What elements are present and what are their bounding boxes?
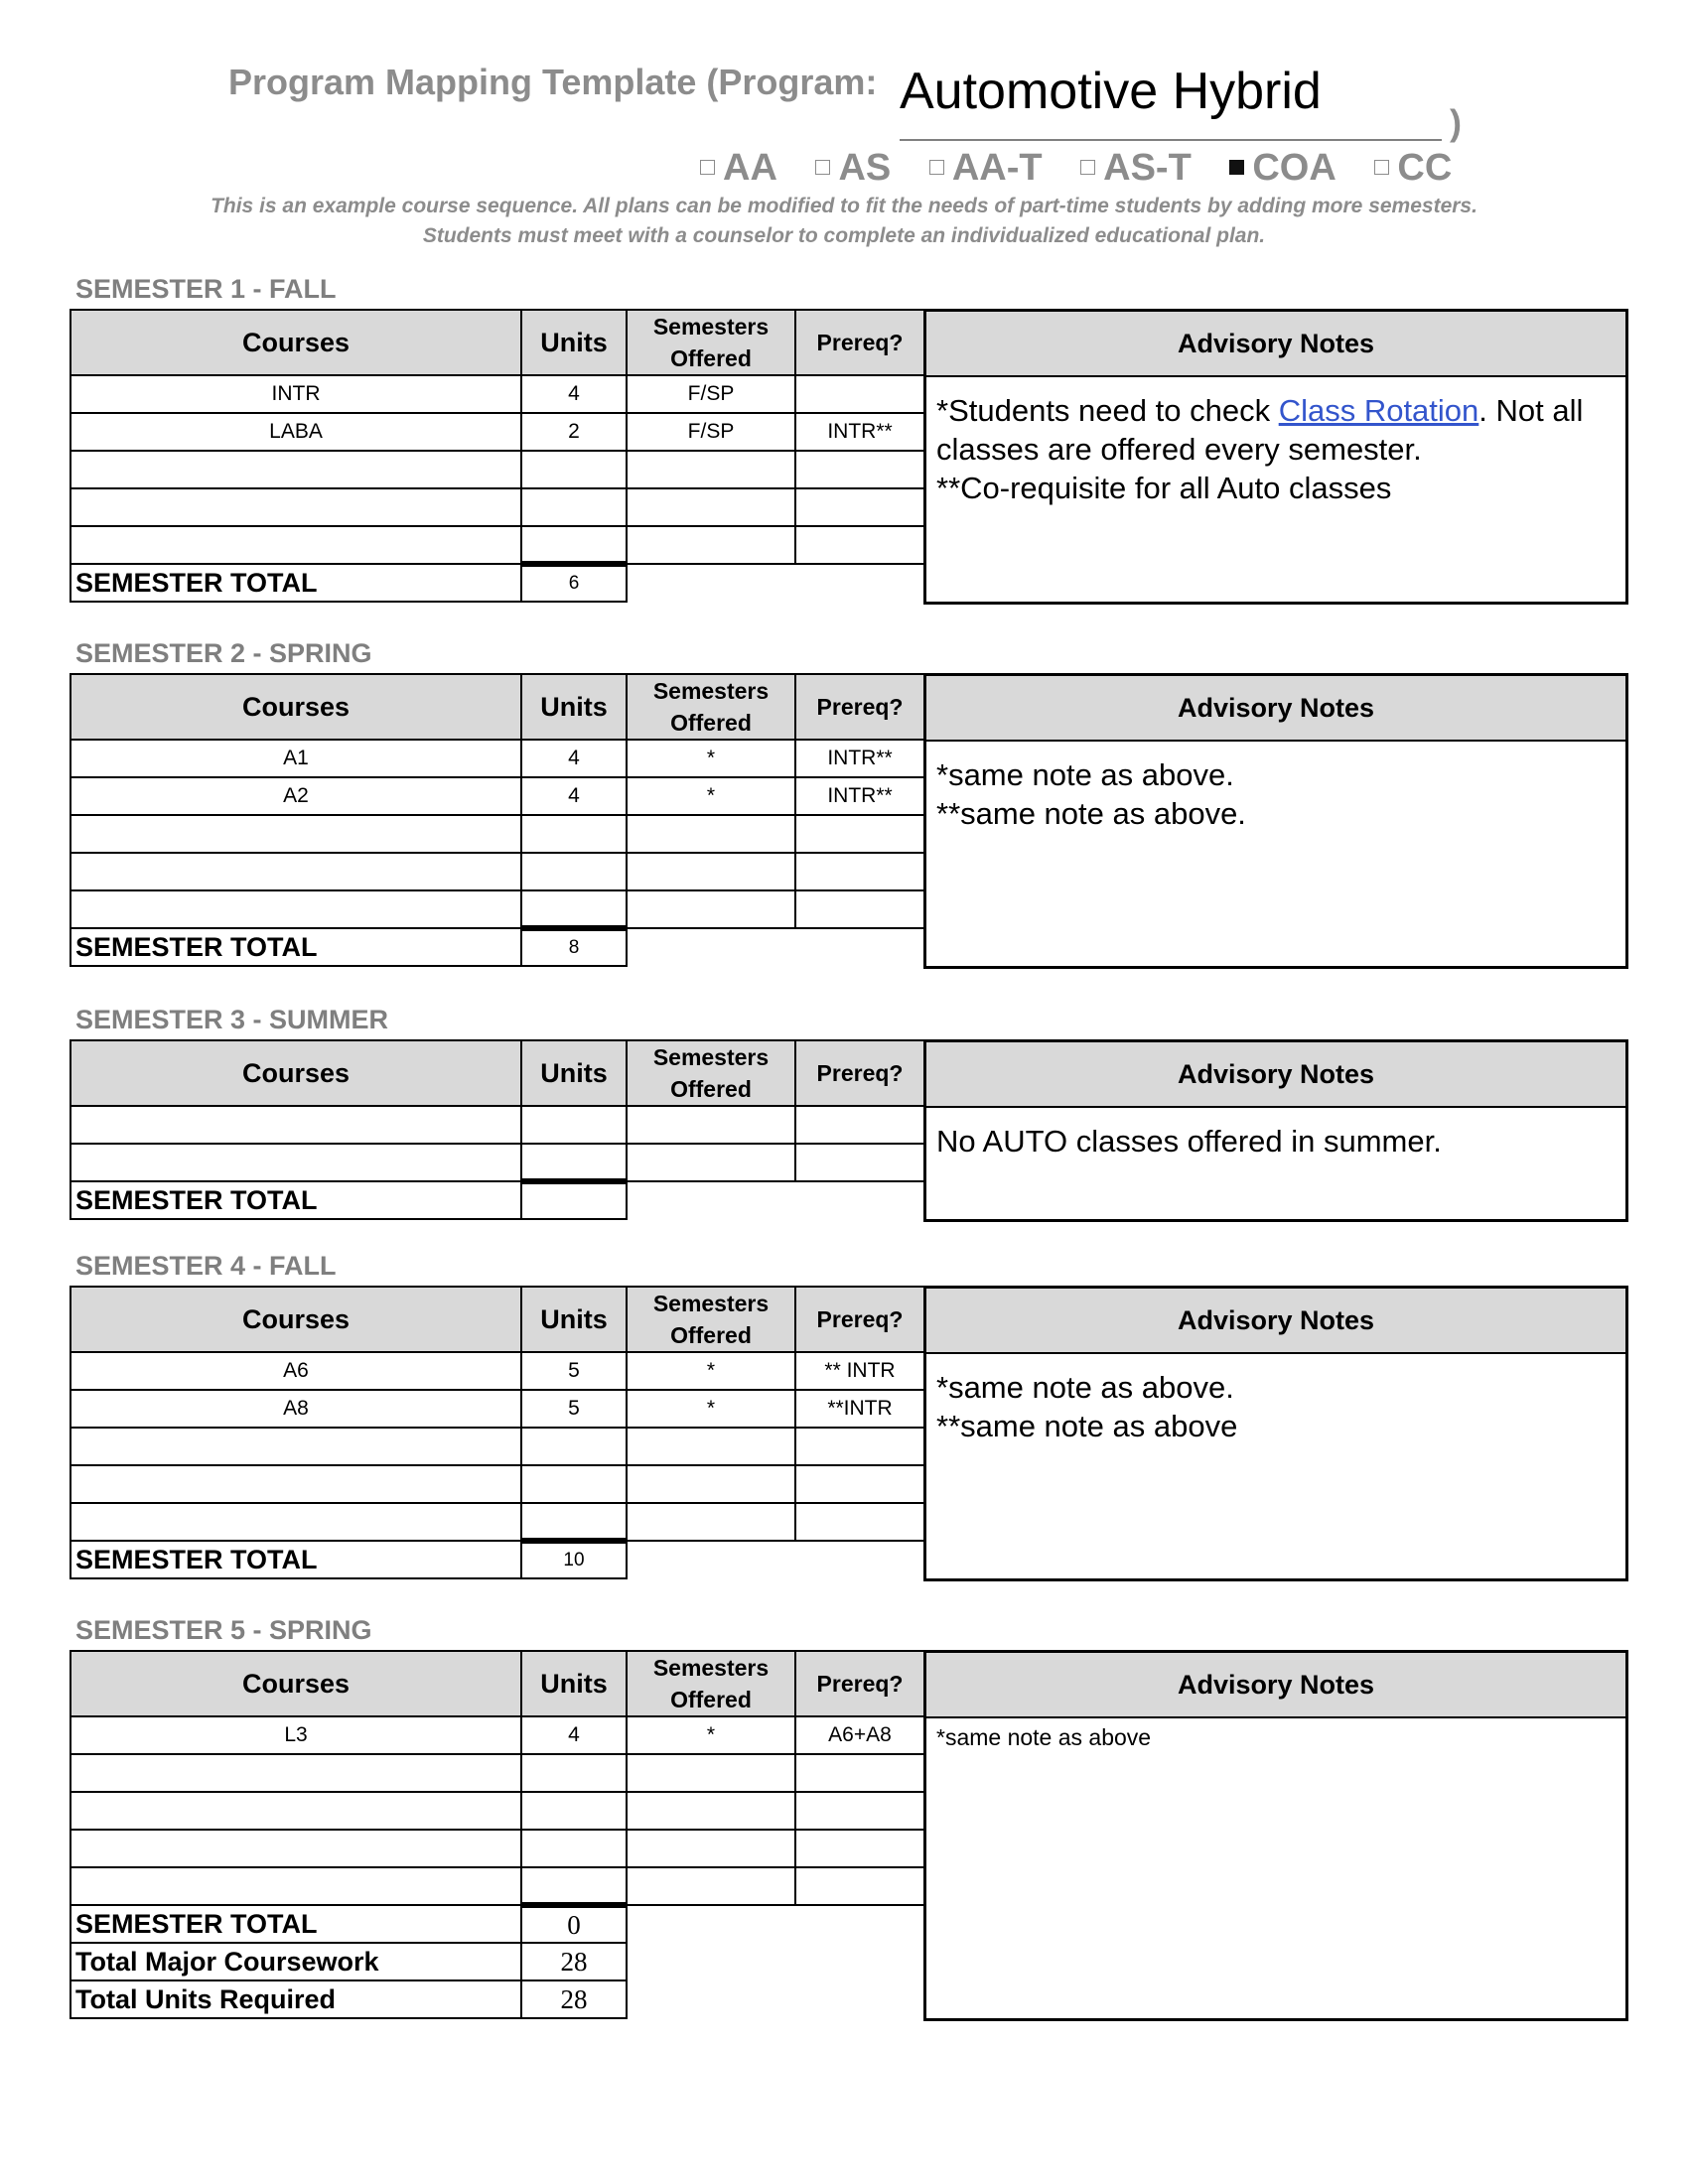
semester-label: SEMESTER 1 - FALL [75, 274, 337, 304]
col-units: Units [521, 1287, 627, 1352]
offered-cell[interactable]: * [627, 1716, 795, 1754]
total-major-value[interactable]: 28 [521, 1943, 627, 1980]
semester-total-row [70, 1905, 924, 1943]
semester-total-value[interactable]: 0 [521, 1905, 627, 1943]
table-row [70, 815, 924, 853]
checkbox-icon[interactable] [1374, 160, 1389, 175]
col-courses: Courses [70, 674, 521, 740]
units-cell[interactable] [521, 890, 627, 928]
degree-aa[interactable]: AA [700, 147, 777, 190]
course-cell[interactable]: LABA [70, 413, 521, 451]
advisory-notes-panel [923, 1650, 1628, 2021]
course-cell[interactable] [70, 1144, 521, 1181]
table-row [70, 451, 924, 488]
advisory-notes-header: Advisory Notes [926, 1653, 1625, 1718]
prereq-cell[interactable] [795, 1867, 924, 1905]
col-prereq: Prereq? [795, 1040, 924, 1106]
col-courses: Courses [70, 310, 521, 375]
offered-cell[interactable] [627, 1503, 795, 1541]
checked-checkbox-icon[interactable] [1229, 160, 1244, 175]
offered-cell[interactable] [627, 1830, 795, 1867]
units-cell[interactable]: 5 [521, 1352, 627, 1390]
table-row [70, 1792, 924, 1830]
prereq-cell[interactable]: **INTR [795, 1390, 924, 1428]
units-cell[interactable] [521, 1754, 627, 1792]
semester-total-value[interactable]: 8 [521, 928, 627, 966]
course-cell[interactable] [70, 451, 521, 488]
course-table [70, 1650, 925, 2019]
degree-cc[interactable]: CC [1374, 147, 1452, 190]
table-row [70, 1465, 924, 1503]
course-table [70, 1039, 925, 1220]
course-cell[interactable]: A8 [70, 1390, 521, 1428]
offered-cell[interactable] [627, 1867, 795, 1905]
course-cell[interactable]: INTR [70, 375, 521, 413]
prereq-cell[interactable]: ** INTR [795, 1352, 924, 1390]
col-units: Units [521, 1651, 627, 1716]
offered-cell[interactable] [627, 488, 795, 526]
advisory-notes-text: *Students need to check Class Rotation. Not all classes are offered every semester. **Co-requisite for all Auto classes [936, 393, 1584, 505]
offered-cell[interactable] [627, 853, 795, 890]
course-cell[interactable] [70, 526, 521, 564]
degree-checkboxes [700, 147, 1479, 190]
course-cell[interactable] [70, 488, 521, 526]
course-cell[interactable] [70, 815, 521, 853]
units-cell[interactable] [521, 853, 627, 890]
units-cell[interactable] [521, 1830, 627, 1867]
col-prereq: Prereq? [795, 674, 924, 740]
prereq-cell[interactable]: INTR** [795, 413, 924, 451]
advisory-notes-header: Advisory Notes [926, 676, 1625, 742]
table-row [70, 777, 924, 815]
course-table [70, 1286, 925, 1579]
offered-cell[interactable] [627, 1106, 795, 1144]
col-units: Units [521, 1040, 627, 1106]
prereq-cell[interactable] [795, 1428, 924, 1465]
course-cell[interactable]: A2 [70, 777, 521, 815]
units-cell[interactable]: 4 [521, 1716, 627, 1754]
offered-cell[interactable]: * [627, 1390, 795, 1428]
total-required-row [70, 1980, 924, 2018]
semester-total-label: SEMESTER TOTAL [70, 928, 521, 966]
units-cell[interactable] [521, 1792, 627, 1830]
course-cell[interactable] [70, 1830, 521, 1867]
table-row [70, 375, 924, 413]
semester-total-label: SEMESTER TOTAL [70, 564, 521, 602]
course-table [70, 309, 925, 603]
col-semesters-offered: Semesters Offered [627, 674, 795, 740]
course-cell[interactable] [70, 1428, 521, 1465]
semester-label: SEMESTER 3 - SUMMER [75, 1005, 389, 1034]
col-units: Units [521, 310, 627, 375]
course-cell[interactable] [70, 1792, 521, 1830]
course-cell[interactable]: A1 [70, 740, 521, 777]
units-cell[interactable]: 4 [521, 777, 627, 815]
offered-cell[interactable]: F/SP [627, 375, 795, 413]
col-semesters-offered: Semesters Offered [627, 1651, 795, 1716]
table-header-row [70, 674, 924, 740]
offered-cell[interactable]: * [627, 777, 795, 815]
table-row [70, 740, 924, 777]
course-cell[interactable] [70, 1867, 521, 1905]
offered-cell[interactable] [627, 890, 795, 928]
units-cell[interactable] [521, 1144, 627, 1181]
table-header-row [70, 1040, 924, 1106]
prereq-cell[interactable] [795, 1830, 924, 1867]
offered-cell[interactable] [627, 1754, 795, 1792]
col-semesters-offered: Semesters Offered [627, 310, 795, 375]
course-cell[interactable] [70, 1106, 521, 1144]
col-courses: Courses [70, 1651, 521, 1716]
title-close-paren: ) [1450, 102, 1462, 143]
course-cell[interactable] [70, 853, 521, 890]
offered-cell[interactable] [627, 1144, 795, 1181]
units-cell[interactable]: 5 [521, 1390, 627, 1428]
col-prereq: Prereq? [795, 1651, 924, 1716]
col-courses: Courses [70, 1287, 521, 1352]
semester-total-value[interactable] [521, 1181, 627, 1219]
table-row [70, 488, 924, 526]
prereq-cell[interactable] [795, 451, 924, 488]
col-prereq: Prereq? [795, 310, 924, 375]
advisory-notes-header: Advisory Notes [926, 1289, 1625, 1354]
units-cell[interactable] [521, 1428, 627, 1465]
table-row [70, 890, 924, 928]
units-cell[interactable] [521, 451, 627, 488]
semester-label: SEMESTER 5 - SPRING [75, 1615, 372, 1645]
prereq-cell[interactable] [795, 1144, 924, 1181]
course-cell[interactable] [70, 1503, 521, 1541]
prereq-cell[interactable] [795, 815, 924, 853]
total-required-value[interactable]: 28 [521, 1980, 627, 2018]
prereq-cell[interactable] [795, 1465, 924, 1503]
offered-cell[interactable]: * [627, 1352, 795, 1390]
table-row [70, 1390, 924, 1428]
semester-total-label: SEMESTER TOTAL [70, 1905, 521, 1943]
advisory-notes-text: No AUTO classes offered in summer. [936, 1124, 1442, 1159]
degree-as-t[interactable]: AS-T [1080, 147, 1192, 190]
advisory-notes-panel [923, 1286, 1628, 1581]
units-cell[interactable] [521, 1503, 627, 1541]
units-cell[interactable]: 2 [521, 413, 627, 451]
prereq-cell[interactable] [795, 1503, 924, 1541]
checkbox-icon[interactable] [815, 160, 830, 175]
table-row [70, 853, 924, 890]
semester-total-label: SEMESTER TOTAL [70, 1181, 521, 1219]
advisory-notes-panel [923, 1039, 1628, 1222]
prereq-cell[interactable] [795, 1792, 924, 1830]
table-header-row [70, 1651, 924, 1716]
offered-cell[interactable] [627, 1792, 795, 1830]
col-semesters-offered: Semesters Offered [627, 1287, 795, 1352]
units-cell[interactable] [521, 1867, 627, 1905]
advisory-notes-text: *same note as above [936, 1724, 1152, 1750]
prereq-cell[interactable]: INTR** [795, 777, 924, 815]
semester-total-row [70, 1181, 924, 1219]
prereq-cell[interactable] [795, 890, 924, 928]
table-row [70, 1867, 924, 1905]
prereq-cell[interactable]: A6+A8 [795, 1716, 924, 1754]
table-row [70, 1352, 924, 1390]
offered-cell[interactable] [627, 1465, 795, 1503]
advisory-notes-text: *same note as above. **same note as above. [936, 757, 1246, 831]
checkbox-icon[interactable] [1080, 160, 1095, 175]
checkbox-icon[interactable] [700, 160, 715, 175]
course-cell[interactable] [70, 890, 521, 928]
semester-total-value[interactable]: 10 [521, 1541, 627, 1578]
table-header-row [70, 1287, 924, 1352]
intro-line-2: Students must meet with a counselor to complete an individualized educational plan. [422, 224, 1266, 247]
prereq-cell[interactable] [795, 526, 924, 564]
semester-label: SEMESTER 4 - FALL [75, 1251, 337, 1281]
total-required-label: Total Units Required [70, 1980, 521, 2018]
offered-cell[interactable]: * [627, 740, 795, 777]
prereq-cell[interactable] [795, 1754, 924, 1792]
degree-as[interactable]: AS [815, 147, 891, 190]
course-table [70, 673, 925, 967]
advisory-notes-text: *same note as above. **same note as above [936, 1370, 1238, 1443]
table-row [70, 1830, 924, 1867]
table-row [70, 526, 924, 564]
advisory-notes-panel [923, 309, 1628, 605]
prereq-cell[interactable] [795, 1106, 924, 1144]
course-cell[interactable] [70, 1754, 521, 1792]
units-cell[interactable] [521, 488, 627, 526]
course-cell[interactable]: L3 [70, 1716, 521, 1754]
units-cell[interactable] [521, 815, 627, 853]
units-cell[interactable]: 4 [521, 740, 627, 777]
advisory-notes-header: Advisory Notes [926, 312, 1625, 377]
total-major-label: Total Major Coursework [70, 1943, 521, 1980]
degree-coa[interactable]: COA [1229, 147, 1336, 190]
offered-cell[interactable] [627, 526, 795, 564]
units-cell[interactable] [521, 1106, 627, 1144]
units-cell[interactable]: 4 [521, 375, 627, 413]
offered-cell[interactable]: F/SP [627, 413, 795, 451]
intro-line-1: This is an example course sequence. All plans can be modified to fit the needs of part-time students by adding more semesters. [211, 195, 1477, 217]
col-prereq: Prereq? [795, 1287, 924, 1352]
course-cell[interactable] [70, 1465, 521, 1503]
semester-total-row [70, 928, 924, 966]
col-semesters-offered: Semesters Offered [627, 1040, 795, 1106]
page-title: Program Mapping Template (Program: [228, 62, 878, 102]
prereq-cell[interactable] [795, 375, 924, 413]
col-units: Units [521, 674, 627, 740]
class-rotation-link[interactable]: Class Rotation [1278, 393, 1479, 428]
units-cell[interactable] [521, 1465, 627, 1503]
offered-cell[interactable] [627, 815, 795, 853]
prereq-cell[interactable]: INTR** [795, 740, 924, 777]
semester-total-value[interactable]: 6 [521, 564, 627, 602]
total-major-row [70, 1943, 924, 1980]
table-header-row [70, 310, 924, 375]
degree-aa-t[interactable]: AA-T [929, 147, 1043, 190]
offered-cell[interactable] [627, 451, 795, 488]
checkbox-icon[interactable] [929, 160, 944, 175]
advisory-notes-panel [923, 673, 1628, 969]
prereq-cell[interactable] [795, 853, 924, 890]
program-underline [900, 139, 1442, 141]
table-row [70, 1106, 924, 1144]
col-courses: Courses [70, 1040, 521, 1106]
semester-total-row [70, 1541, 924, 1578]
program-name: Automotive Hybrid [900, 63, 1322, 120]
course-cell[interactable]: A6 [70, 1352, 521, 1390]
semester-label: SEMESTER 2 - SPRING [75, 638, 372, 668]
semester-total-label: SEMESTER TOTAL [70, 1541, 521, 1578]
prereq-cell[interactable] [795, 488, 924, 526]
table-row [70, 1754, 924, 1792]
semester-total-row [70, 564, 924, 602]
table-row [70, 1503, 924, 1541]
advisory-notes-header: Advisory Notes [926, 1042, 1625, 1108]
offered-cell[interactable] [627, 1428, 795, 1465]
table-row [70, 1428, 924, 1465]
units-cell[interactable] [521, 526, 627, 564]
table-row [70, 1144, 924, 1181]
table-row [70, 1716, 924, 1754]
table-row [70, 413, 924, 451]
